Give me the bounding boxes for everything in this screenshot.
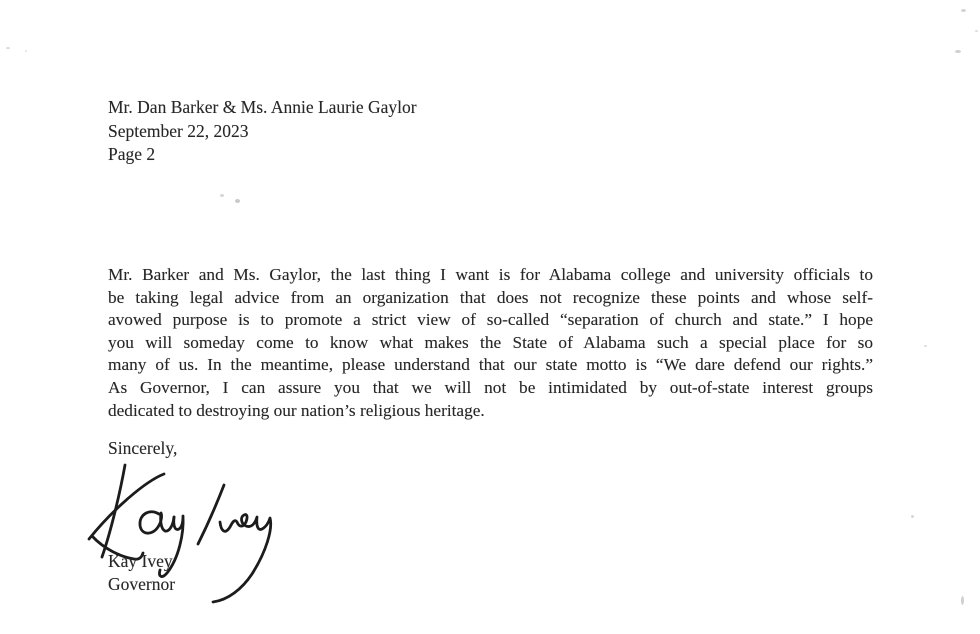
signature-stroke-vey-tail bbox=[213, 514, 271, 602]
scan-speck bbox=[924, 345, 927, 347]
body-line: be taking legal advice from an organization that does not recognize these points and whose self- bbox=[108, 287, 873, 307]
scan-speck bbox=[961, 596, 964, 605]
valediction: Sincerely, bbox=[108, 438, 178, 458]
body-line: you will someday come to know what makes the State of Alabama such a special place for so bbox=[108, 332, 873, 352]
signature-stroke-i bbox=[198, 485, 224, 544]
signer-name: Kay Ivey bbox=[108, 551, 173, 571]
page-number: Page 2 bbox=[108, 144, 156, 164]
signature-stroke-a bbox=[140, 512, 174, 533]
scan-speck bbox=[961, 9, 966, 12]
scan-speck bbox=[25, 50, 27, 52]
letter-header bbox=[108, 96, 417, 167]
signer-title: Governor bbox=[108, 574, 176, 594]
scan-speck bbox=[975, 30, 978, 32]
body-line: many of us. In the meantime, please understand that our state motto is “We dare defend our rights.” bbox=[108, 355, 873, 375]
scan-speck bbox=[6, 47, 10, 49]
date-line: September 22, 2023 bbox=[108, 120, 249, 141]
scan-speck bbox=[235, 199, 240, 203]
signature-stroke-k-sweep bbox=[89, 474, 164, 539]
body-line: dedicated to destroying our nation’s religious heritage. bbox=[108, 400, 485, 420]
signature-block bbox=[108, 550, 175, 596]
body-line: As Governor, I can assure you that we will not be intimidated by out-of-state interest groups bbox=[108, 377, 873, 397]
scan-speck bbox=[911, 515, 914, 518]
body-line: avowed purpose is to promote a strict view of so-called “separation of church and state.” I hope bbox=[108, 310, 873, 330]
scan-speck bbox=[955, 50, 961, 53]
scan-speck bbox=[220, 194, 224, 197]
letter-body bbox=[108, 264, 873, 422]
body-line: Mr. Barker and Ms. Gaylor, the last thing I want is for Alabama college and university officials to bbox=[108, 265, 873, 284]
recipient-line: Mr. Dan Barker & Ms. Annie Laurie Gaylor bbox=[108, 97, 417, 117]
